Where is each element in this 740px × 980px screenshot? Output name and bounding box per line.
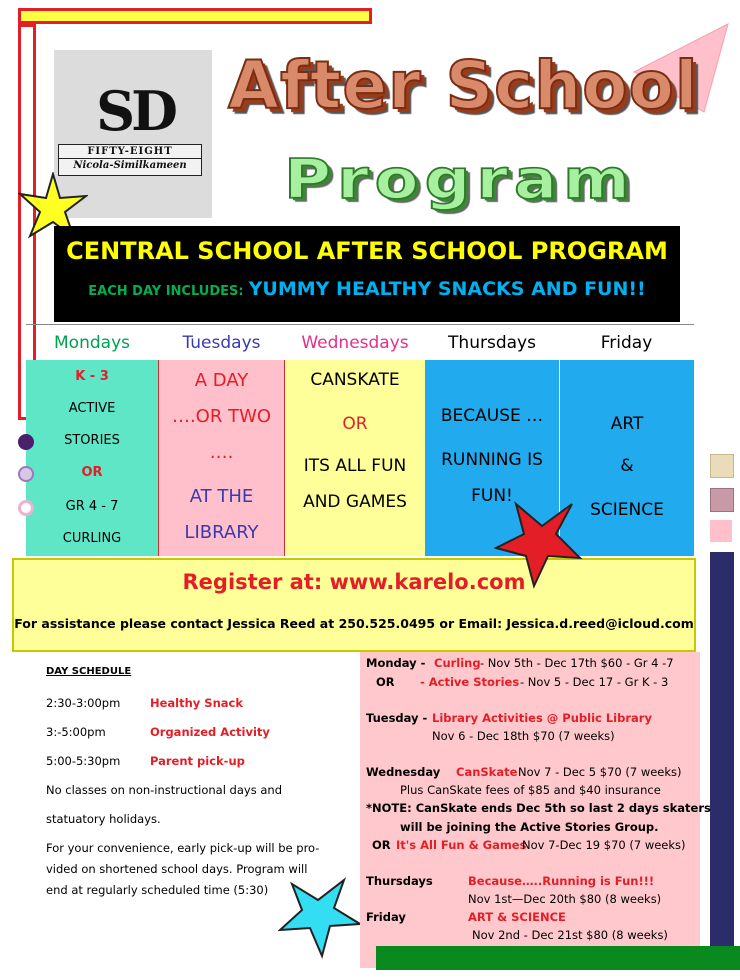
logo-line1: FIFTY-EIGHT: [87, 146, 173, 157]
detail-or: OR: [376, 675, 395, 689]
monday-line: STORIES: [64, 433, 120, 448]
wednesday-line: OR: [342, 414, 368, 434]
friday-line: &: [620, 456, 634, 476]
tuesday-line: AT THE: [189, 486, 254, 507]
lilac-dot-icon: [18, 466, 34, 482]
detail-wednesday-note: will be joining the Active Stories Group.: [400, 820, 659, 834]
friday-line: ART: [610, 414, 644, 434]
schedule-note: No classes on non-instructional days and: [46, 783, 282, 797]
day-header-monday: Mondays: [54, 333, 130, 353]
banner-heading: CENTRAL SCHOOL AFTER SCHOOL PROGRAM: [66, 237, 668, 265]
detail-or: OR: [372, 838, 391, 852]
register-box: [12, 558, 696, 652]
detail-tuesday-label: Tuesday -: [366, 711, 428, 725]
tan-square-icon: [710, 454, 734, 478]
mauve-square-icon: [710, 488, 734, 512]
schedule-note: end at regularly scheduled time (5:30): [46, 883, 269, 897]
detail-thursday-dates: Nov 1st—Dec 20th $80 (8 weeks): [468, 892, 662, 906]
grid-top-line: [26, 324, 694, 325]
detail-monday-program: Curling: [434, 656, 481, 670]
thursday-line: BECAUSE …: [440, 406, 544, 426]
schedule-heading: DAY SCHEDULE: [46, 666, 132, 677]
friday-line: SCIENCE: [590, 500, 664, 520]
schedule-note: vided on shortened school days. Program will: [46, 862, 308, 876]
schedule-activity: Healthy Snack: [150, 696, 244, 710]
wednesday-line: ITS ALL FUN: [303, 456, 407, 476]
day-header-tuesday: Tuesdays: [182, 333, 261, 353]
title-after-school: After School: [228, 47, 699, 124]
decorative-frame-top: [18, 8, 372, 24]
detail-wednesday-note: *NOTE: CanSkate ends Dec 5th so last 2 days skaters: [366, 801, 711, 815]
schedule-time: 5:00-5:30pm: [46, 754, 121, 768]
banner-sub-prefix: EACH DAY INCLUDES:: [88, 284, 244, 299]
detail-monday-dates: - Nov 5th - Dec 17th $60 - Gr 4 -7: [480, 656, 674, 670]
schedule-activity: Parent pick-up: [150, 754, 245, 768]
green-footer-bar: [376, 946, 740, 970]
detail-wednesday-fees: Plus CanSkate fees of $85 and $40 insurance: [400, 783, 661, 797]
tuesday-line: A DAY: [194, 370, 249, 391]
tuesday-line: ….: [209, 442, 234, 463]
monday-line: CURLING: [62, 531, 122, 546]
detail-tuesday-dates: Nov 6 - Dec 18th $70 (7 weeks): [432, 729, 615, 743]
detail-monday2-dates: - Nov 5 - Dec 17 - Gr K - 3: [520, 675, 669, 689]
tuesday-line: ….OR TWO: [171, 406, 272, 427]
detail-friday-label: Friday: [366, 910, 406, 924]
monday-line: K - 3: [75, 369, 109, 384]
schedule-note: For your convenience, early pick-up will be pro-: [46, 841, 320, 855]
cell-wednesday: [285, 360, 425, 556]
logo-initials: SD: [96, 79, 174, 143]
wednesday-line: CANSKATE: [310, 370, 400, 390]
detail-monday-label: Monday -: [366, 656, 426, 670]
purple-dot-icon: [18, 434, 34, 450]
navy-side-bar: [710, 552, 734, 946]
detail-wednesday2-program: It's All Fun & Games: [396, 838, 527, 852]
cell-monday: [26, 360, 158, 556]
detail-friday-dates: Nov 2nd - Dec 21st $80 (8 weeks): [472, 928, 668, 942]
pink-square-icon: [710, 520, 732, 542]
cell-tuesday: [158, 360, 285, 556]
cyan-star-icon: [278, 876, 362, 960]
detail-thursday-label: Thursdays: [366, 874, 433, 888]
register-link[interactable]: Register at: www.karelo.com: [182, 570, 526, 594]
day-header-wednesday: Wednesdays: [301, 333, 409, 353]
detail-thursday-program: Because…..Running is Fun!!!: [468, 874, 655, 888]
detail-wednesday2-dates: Nov 7-Dec 19 $70 (7 weeks): [522, 838, 686, 852]
day-header-thursday: Thursdays: [448, 333, 536, 353]
headline-banner: [54, 226, 680, 322]
schedule-note: statuatory holidays.: [46, 812, 161, 826]
wednesday-line: AND GAMES: [303, 492, 407, 512]
detail-friday-program: ART & SCIENCE: [468, 910, 566, 924]
monday-line: ACTIVE: [68, 401, 116, 416]
monday-line: OR: [81, 465, 103, 480]
detail-monday2-program: - Active Stories: [420, 675, 520, 689]
tuesday-line: LIBRARY: [184, 522, 259, 543]
logo-line2: Nicola-Similkameen: [59, 158, 201, 173]
banner-subline: [54, 274, 680, 307]
pink-ring-icon: [18, 500, 34, 516]
contact-info: For assistance please contact Jessica Reed at 250.525.0495 or Email: Jessica.d.reed@icloud.com: [14, 616, 694, 631]
red-star-icon: [494, 500, 584, 590]
detail-wednesday-program: CanSkate: [456, 765, 518, 779]
thursday-line: RUNNING IS: [441, 450, 543, 470]
monday-line: GR 4 - 7: [65, 499, 119, 514]
detail-tuesday-program: Library Activities @ Public Library: [432, 711, 652, 725]
banner-sub-highlight: YUMMY HEALTHY SNACKS AND FUN!!: [248, 278, 646, 300]
day-header-friday: Friday: [600, 333, 653, 353]
schedule-time: 3:-5:00pm: [46, 725, 106, 739]
title-program: Program: [284, 148, 636, 212]
program-details: [360, 652, 711, 968]
detail-wednesday-dates: Nov 7 - Dec 5 $70 (7 weeks): [518, 765, 682, 779]
thursday-line: FUN!: [471, 486, 513, 506]
detail-wednesday-label: Wednesday: [366, 765, 441, 779]
schedule-time: 2:30-3:00pm: [46, 696, 121, 710]
schedule-activity: Organized Activity: [150, 725, 270, 739]
